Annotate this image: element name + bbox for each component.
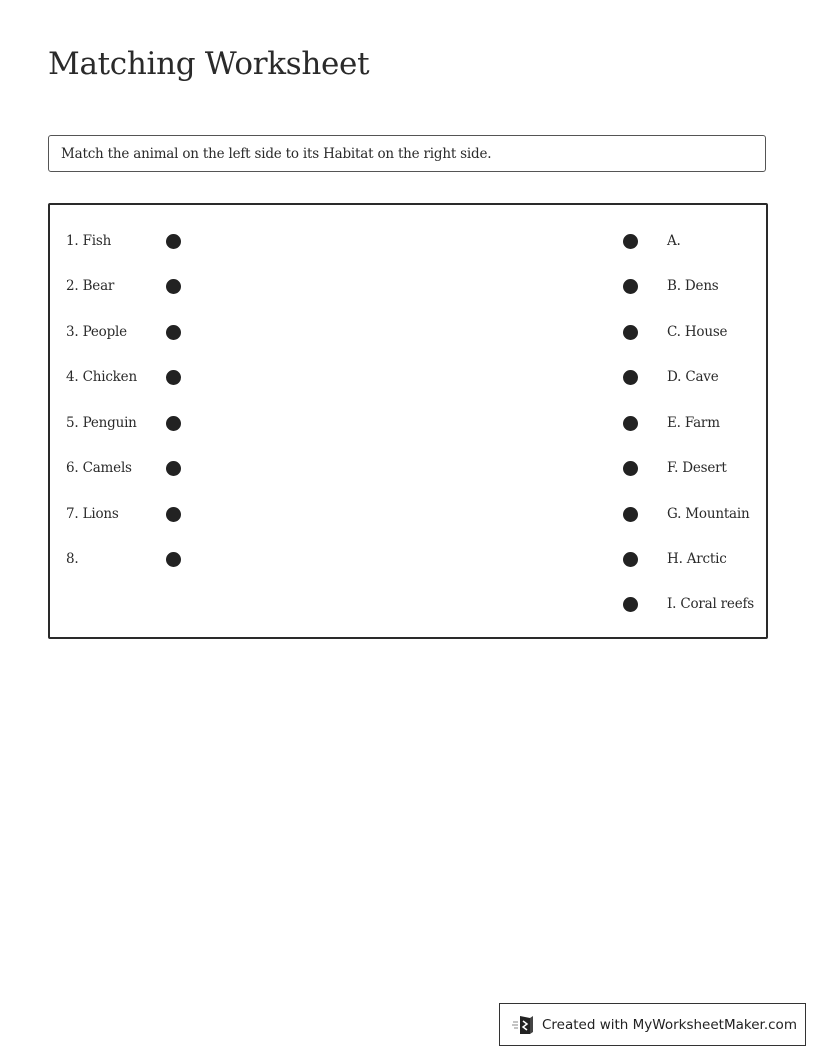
left-connector-dot[interactable] <box>166 370 181 385</box>
footer-text: Created with MyWorksheetMaker.com <box>542 1016 797 1033</box>
animal-label: 4. Chicken <box>66 369 137 385</box>
match-row <box>50 549 766 569</box>
left-connector-dot[interactable] <box>166 507 181 522</box>
right-connector-dot[interactable] <box>623 461 638 476</box>
match-row <box>50 594 766 614</box>
right-connector-dot[interactable] <box>623 597 638 612</box>
habitat-label: I. Coral reefs <box>667 596 755 612</box>
left-connector-dot[interactable] <box>166 461 181 476</box>
left-connector-dot[interactable] <box>166 325 181 340</box>
match-row <box>50 458 766 478</box>
match-row <box>50 413 766 433</box>
animal-label: 5. Penguin <box>66 415 137 431</box>
instructions-text: Match the animal on the left side to its Habitat on the right side. <box>61 145 492 162</box>
match-row <box>50 504 766 524</box>
habitat-label: D. Cave <box>667 369 719 385</box>
matching-area <box>48 203 768 639</box>
animal-label: 1. Fish <box>66 233 112 249</box>
right-connector-dot[interactable] <box>623 325 638 340</box>
habitat-label: C. House <box>667 324 728 340</box>
match-row <box>50 367 766 387</box>
instructions-box <box>48 135 766 172</box>
habitat-label: H. Arctic <box>667 551 727 567</box>
left-connector-dot[interactable] <box>166 279 181 294</box>
right-connector-dot[interactable] <box>623 416 638 431</box>
right-connector-dot[interactable] <box>623 507 638 522</box>
page-title: Matching Worksheet <box>48 46 370 82</box>
footer-credit[interactable] <box>499 1003 806 1046</box>
left-connector-dot[interactable] <box>166 552 181 567</box>
right-connector-dot[interactable] <box>623 370 638 385</box>
right-connector-dot[interactable] <box>623 279 638 294</box>
animal-label: 6. Camels <box>66 460 132 476</box>
match-row <box>50 322 766 342</box>
animal-label: 7. Lions <box>66 506 119 522</box>
worksheet-maker-logo-icon <box>512 1014 536 1036</box>
left-connector-dot[interactable] <box>166 416 181 431</box>
animal-label: 8. <box>66 551 79 567</box>
animal-label: 3. People <box>66 324 127 340</box>
right-connector-dot[interactable] <box>623 234 638 249</box>
habitat-label: F. Desert <box>667 460 727 476</box>
left-connector-dot[interactable] <box>166 234 181 249</box>
habitat-label: A. <box>667 233 681 249</box>
habitat-label: G. Mountain <box>667 506 750 522</box>
match-row <box>50 276 766 296</box>
habitat-label: B. Dens <box>667 278 719 294</box>
match-row <box>50 231 766 251</box>
animal-label: 2. Bear <box>66 278 115 294</box>
habitat-label: E. Farm <box>667 415 720 431</box>
right-connector-dot[interactable] <box>623 552 638 567</box>
